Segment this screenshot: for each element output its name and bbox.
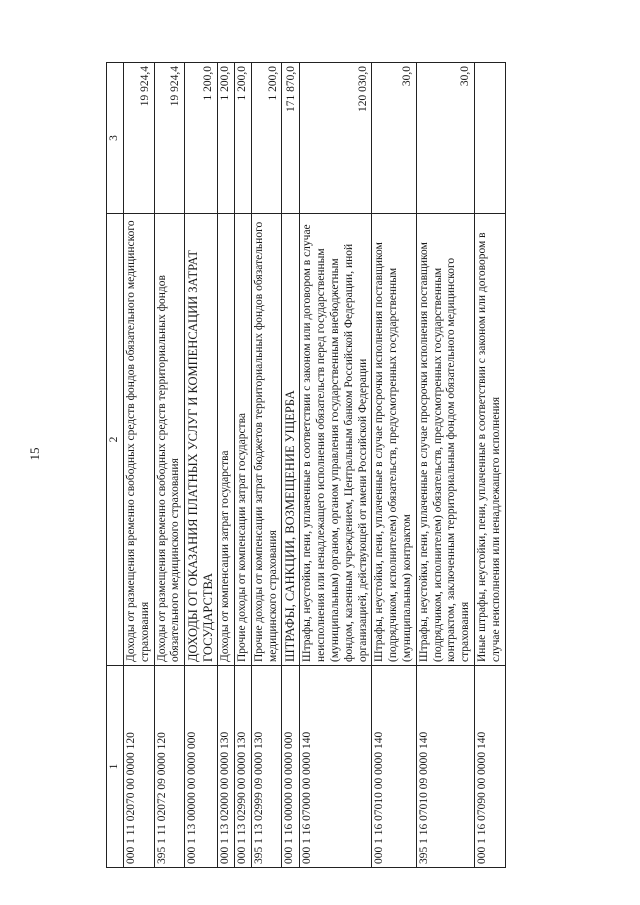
table-row bbox=[474, 63, 505, 868]
table-row bbox=[372, 63, 416, 868]
table-row bbox=[185, 63, 218, 868]
row-amount: 1 200,0 bbox=[185, 63, 218, 214]
column-header-name: 2 bbox=[107, 214, 124, 666]
row-name: Штрафы, неустойки, пени, уплаченные в случае просрочки исполнения поставщиком (подрядчиком, исполнителем) обязательств, предусмотренных государственным (муниципальным) контрактом bbox=[372, 214, 416, 666]
row-name: Доходы от размещения временно свободных средств территориальных фондов обязательного медицинского страхования bbox=[154, 214, 185, 666]
row-code: 000 1 13 02990 00 0000 130 bbox=[234, 666, 251, 868]
row-amount: 30,0 bbox=[372, 63, 416, 214]
table-row bbox=[251, 63, 282, 868]
column-header-code: 1 bbox=[107, 666, 124, 868]
row-name: Доходы от размещения временно свободных средств фондов обязательного медицинского страхования bbox=[124, 214, 155, 666]
row-amount: 120 030,0 bbox=[300, 63, 372, 214]
row-code: 000 1 13 00000 00 0000 000 bbox=[185, 666, 218, 868]
revenue-table-wrapper bbox=[106, 63, 566, 868]
row-name: ДОХОДЫ ОТ ОКАЗАНИЯ ПЛАТНЫХ УСЛУГ И КОМПЕНСАЦИИ ЗАТРАТ ГОСУДАРСТВА bbox=[185, 214, 218, 666]
table-row bbox=[282, 63, 300, 868]
row-amount: 1 200,0 bbox=[251, 63, 282, 214]
table-row bbox=[234, 63, 251, 868]
row-amount: 19 924,4 bbox=[154, 63, 185, 214]
row-code: 395 1 11 02072 09 0000 120 bbox=[154, 666, 185, 868]
row-name: Иные штрафы, неустойки, пени, уплаченные в соответствии с законом или договором в случае неисполнения или ненадлежащего исполнения bbox=[474, 214, 505, 666]
row-name: Прочие доходы от компенсации затрат бюджетов территориальных фондов обязательного медицинского страхования bbox=[251, 214, 282, 666]
row-amount: 19 924,4 bbox=[124, 63, 155, 214]
table-row bbox=[218, 63, 235, 868]
row-name: Штрафы, неустойки, пени, уплаченные в соответствии с законом или договором в случае неисполнения или ненадлежащего исполнения обязательств перед государственным (муниципальным) органом, органом управления государственным внебюджетным фондом, казенным учреждением, Центральным банком Российской Федерации, иной организацией, действующей от имени Российской Федерации bbox=[300, 214, 372, 666]
table-row bbox=[300, 63, 372, 868]
column-header-amount: 3 bbox=[107, 63, 124, 214]
page-number: 15 bbox=[27, 447, 42, 461]
table-row bbox=[154, 63, 185, 868]
row-code: 395 1 13 02999 09 0000 130 bbox=[251, 666, 282, 868]
row-amount: 30,0 bbox=[416, 63, 474, 214]
row-code: 395 1 16 07010 09 0000 140 bbox=[416, 666, 474, 868]
row-code: 000 1 16 07000 00 0000 140 bbox=[300, 666, 372, 868]
revenue-table bbox=[106, 62, 506, 868]
row-name: Доходы от компенсации затрат государства bbox=[218, 214, 235, 666]
table-row bbox=[124, 63, 155, 868]
row-code: 000 1 11 02070 00 0000 120 bbox=[124, 666, 155, 868]
row-code: 000 1 16 00000 00 0000 000 bbox=[282, 666, 300, 868]
row-name: Прочие доходы от компенсации затрат государства bbox=[234, 214, 251, 666]
row-code: 000 1 13 02000 00 0000 130 bbox=[218, 666, 235, 868]
row-amount: 171 870,0 bbox=[282, 63, 300, 214]
table-row bbox=[416, 63, 474, 868]
row-amount bbox=[474, 63, 505, 214]
row-name: Штрафы, неустойки, пени, уплаченные в случае просрочки исполнения поставщиком (подрядчиком, исполнителем) обязательств, предусмотренных государственным контрактом, заключенным территориальным фондом обязательного медицинского страхования bbox=[416, 214, 474, 666]
row-name: ШТРАФЫ, САНКЦИИ, ВОЗМЕЩЕНИЕ УЩЕРБА bbox=[282, 214, 300, 666]
row-amount: 1 200,0 bbox=[218, 63, 235, 214]
table-header-row bbox=[107, 63, 124, 868]
row-code: 000 1 16 07090 00 0000 140 bbox=[474, 666, 505, 868]
row-code: 000 1 16 07010 00 0000 140 bbox=[372, 666, 416, 868]
row-amount: 1 200,0 bbox=[234, 63, 251, 214]
